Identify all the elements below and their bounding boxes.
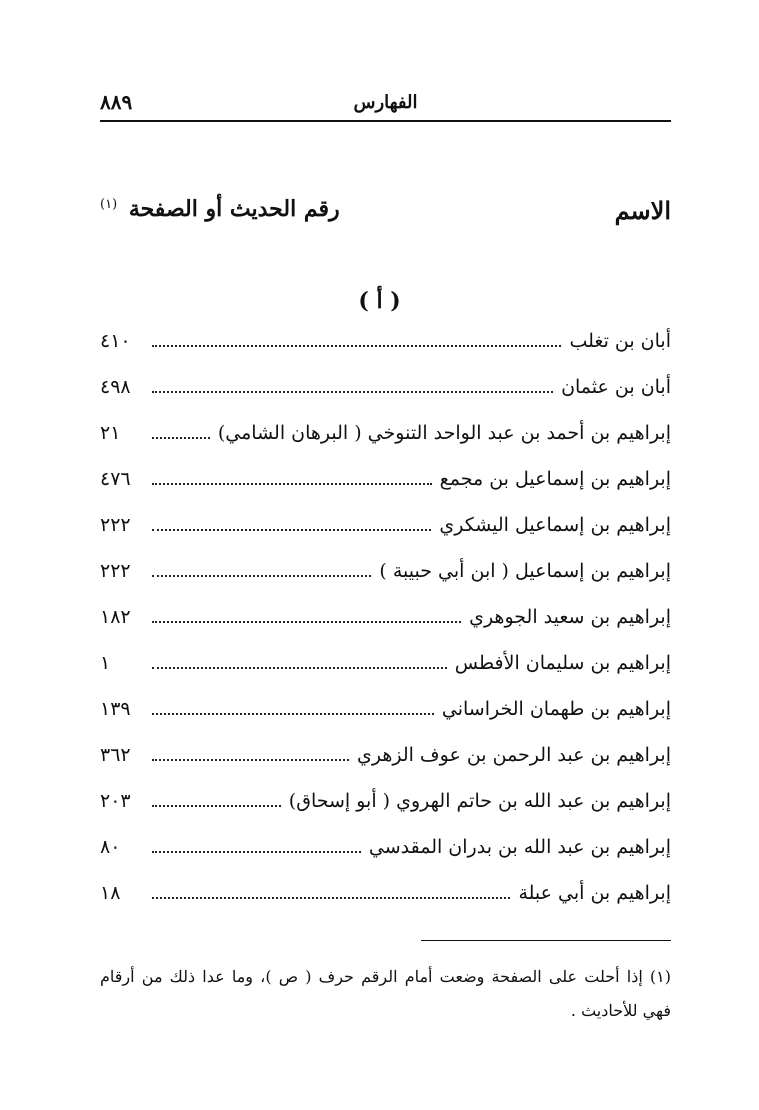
running-header [100,92,671,122]
index-entry [100,698,671,744]
reference-heading-text: رقم الحديث أو الصفحة [128,196,340,222]
entry-reference-number: ٤٧٦ [100,468,131,490]
entry-reference-number: ٢٠٣ [100,790,131,812]
column-headings [100,196,671,236]
entry-reference-number: ٨٠ [100,836,121,858]
dot-leader [152,483,432,485]
entry-reference-number: ٢١ [100,422,121,444]
entry-name: إبراهيم بن طهمان الخراساني [441,698,671,720]
index-entry [100,468,671,514]
entry-reference-number: ٤٩٨ [100,376,131,398]
dot-leader [152,851,361,853]
dot-leader [152,529,431,531]
header-title: الفهارس [353,92,418,113]
entry-reference-number: ٣٦٢ [100,744,131,766]
index-entry [100,882,671,928]
entry-name: أبان بن عثمان [561,376,671,398]
page-number: ٨٨٩ [100,90,133,114]
index-entry [100,606,671,652]
entry-name: إبراهيم بن عبد الله بن حاتم الهروي ( أبو إسحاق) [288,790,671,812]
dot-leader [152,391,553,393]
entry-name: إبراهيم بن سليمان الأفطس [454,652,671,674]
entry-name: إبراهيم بن عبد الرحمن بن عوف الزهري [356,744,671,766]
section-letter: ( أ ) [358,288,401,314]
entry-name: إبراهيم بن أحمد بن عبد الواحد التنوخي ( البرهان الشامي) [217,422,671,444]
footnote-marker: (١) [100,196,118,212]
entry-name: إبراهيم بن عبد الله بن بدران المقدسي [368,836,671,858]
dot-leader [152,621,461,623]
index-entry [100,744,671,790]
index-entry [100,836,671,882]
dot-leader [152,805,281,807]
footnote-divider [421,940,671,941]
entry-reference-number: ١٨ [100,882,121,904]
dot-leader [152,759,349,761]
entry-name: إبراهيم بن سعيد الجوهري [469,606,671,628]
index-entry [100,376,671,422]
footnote: (١) إذا أحلت على الصفحة وضعت أمام الرقم حرف ( ص )، وما عدا ذلك من أرقام فهي للأحاديث . [100,967,671,1020]
entry-name: إبراهيم بن إسماعيل ( ابن أبي حبيبة ) [379,560,671,582]
index-entry [100,330,671,376]
index-entry [100,652,671,698]
entry-name: إبراهيم بن أبي عبلة [518,882,671,904]
entry-name: إبراهيم بن إسماعيل بن مجمع [439,468,671,490]
reference-column-heading [100,196,340,222]
name-column-heading: الاسم [614,196,671,225]
dot-leader [152,667,447,669]
dot-leader [152,575,371,577]
index-entry [100,422,671,468]
entry-name: أبان بن تغلب [569,330,671,352]
index-entries [100,330,671,928]
dot-leader [152,897,510,899]
dot-leader [152,345,561,347]
entry-name: إبراهيم بن إسماعيل اليشكري [439,514,671,536]
entry-reference-number: ١ [100,652,111,674]
index-entry [100,514,671,560]
index-entry [100,790,671,836]
dot-leader [152,437,210,439]
entry-reference-number: ٢٢٢ [100,514,131,536]
dot-leader [152,713,434,715]
entry-reference-number: ١٨٢ [100,606,131,628]
entry-reference-number: ٢٢٢ [100,560,131,582]
entry-reference-number: ١٣٩ [100,698,131,720]
index-entry [100,560,671,606]
entry-reference-number: ٤١٠ [100,330,131,352]
